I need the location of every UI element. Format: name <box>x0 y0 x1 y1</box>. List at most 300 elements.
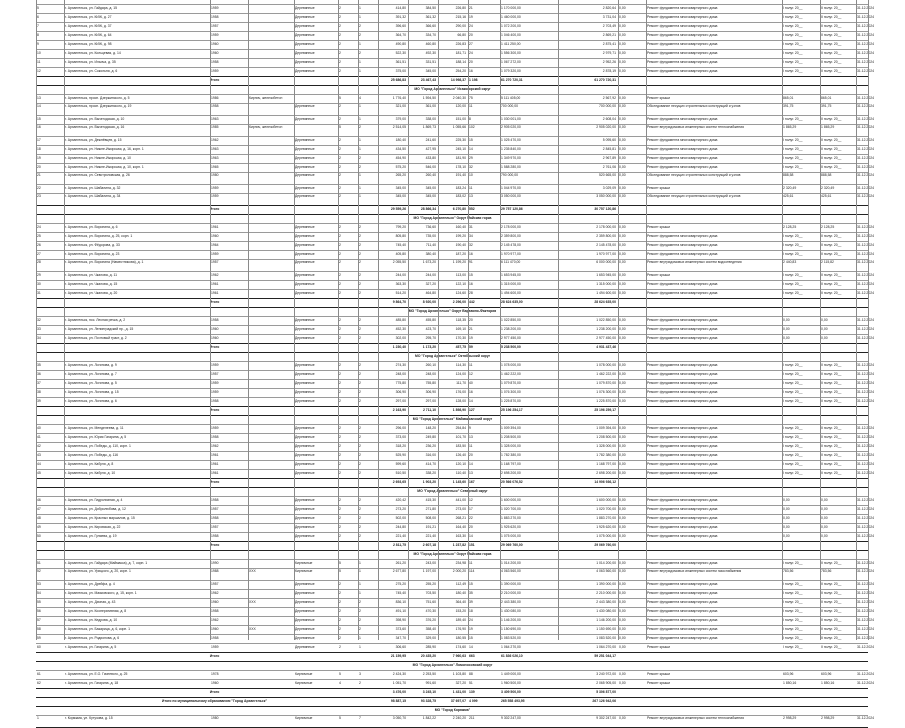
cell-date-start: I полуг. 20__ <box>783 234 803 238</box>
cell-address: Итого <box>209 78 220 82</box>
cell-cost-per-m2: 2 065 905,00 <box>596 681 616 685</box>
cell-entrances: 1 <box>359 117 361 121</box>
table-row <box>36 163 874 172</box>
cell-address: г. Архангельск, ул. Логинова, д. 5 <box>65 381 117 385</box>
cell-area-living: 2 607,18 <box>422 543 436 547</box>
cell-cost-per-m2: 61 270 720,31 <box>594 78 616 82</box>
cell-residents: 21 <box>469 327 473 331</box>
table-row <box>36 388 874 397</box>
cell-area-living: 327,20 <box>425 282 436 286</box>
cell-area-total: 510,50 <box>395 471 406 475</box>
cell-area-total: 25 686,83 <box>390 78 406 82</box>
cell-area-common: 124,60 <box>455 291 466 295</box>
cell-deadline: 31.12.2024 <box>857 600 874 604</box>
cell-area-common: 226,80 <box>455 6 466 10</box>
cell-date-start: I полуг. 20__ <box>783 291 803 295</box>
cell-material: Деревянные <box>295 147 315 151</box>
cell-date-start: I полуг. 20__ <box>783 42 803 46</box>
cell-year: 1958 <box>211 60 219 64</box>
cell-cost-per-m2: 1 009 394,00 <box>596 426 616 430</box>
cell-cost-per-m2: 3 240 972,00 <box>596 672 616 676</box>
cell-address: г. Архангельск, ул. Юрия Гагарина, д. 5 <box>65 435 127 439</box>
cell-date-start: I полуг. 20__ <box>783 636 803 640</box>
row-rule <box>36 250 868 251</box>
cell-cost: 1 556 300,00 <box>501 51 521 55</box>
table-row <box>36 4 874 13</box>
cell-material: Деревянные <box>295 165 315 169</box>
total-row <box>36 406 868 415</box>
cell-material: Деревянные <box>295 327 315 331</box>
cell-area-total: 273,20 <box>395 507 406 511</box>
row-rule <box>36 193 868 194</box>
cell-cost-per-m2: 1 600 000,00 <box>596 498 616 502</box>
cell-floors: 2 <box>339 69 341 73</box>
cell-deadline: 31.12.2024 <box>857 6 874 10</box>
cell-area-total: 318,20 <box>395 444 406 448</box>
table-row <box>36 715 874 727</box>
cell-year: 1958 <box>211 435 219 439</box>
cell-date-end: 2 998,29 <box>821 716 835 720</box>
row-rule <box>36 67 868 68</box>
cell-work: Ремонт фундамента многоквартирного дома <box>647 234 718 238</box>
cell-area-living: 345,00 <box>425 186 436 190</box>
cell-area-living: 338,00 <box>425 117 436 121</box>
cell-floors: 2 <box>339 381 341 385</box>
cell-floors: 2 <box>339 600 341 604</box>
cell-area-common: 215,16 <box>455 15 466 19</box>
cell-deadline: 31.12.2024 <box>857 609 874 613</box>
cell-subsidy: 0,00 <box>619 399 626 403</box>
cell-date-start: I полуг. 20__ <box>783 147 803 151</box>
cell-area-total: 434,50 <box>395 147 406 151</box>
cell-work: Ремонт фундамента многоквартирного дома <box>647 42 718 46</box>
cell-work: Ремонт фундамента многоквартирного дома <box>647 291 718 295</box>
cell-area-living: 334,70 <box>425 33 436 37</box>
cell-year: 1959 <box>211 252 219 256</box>
cell-floors: 2 <box>339 147 341 151</box>
cell-area-total: 398,90 <box>395 618 406 622</box>
cell-entrances: 2 <box>359 618 361 622</box>
cell-address: г. Архангельск, ул. Кабуля, д. 8 <box>65 462 114 466</box>
cell-deadline: 31.12.2024 <box>857 681 874 685</box>
cell-date-end: II полуг. 20__ <box>821 252 842 256</box>
cell-year: 1988 <box>211 569 219 573</box>
cell-address: г. Архангельск, ул. Шабалина, д. 34 <box>65 194 121 198</box>
cell-area-total: 1 051,70 <box>392 681 406 685</box>
cell-cost: 5 111 405,00 <box>501 96 521 100</box>
cell-date-end: 865,01 <box>821 96 832 100</box>
cell-deadline: 31.12.2024 <box>857 716 874 720</box>
cell-entrances: 2 <box>359 681 361 685</box>
cell-area-common: 327,20 <box>455 681 466 685</box>
cell-area-common: 254,20 <box>455 69 466 73</box>
cell-deadline: 31.12.2024 <box>857 42 874 46</box>
cell-no: 52 <box>37 569 41 573</box>
cell-entrances: 2 <box>359 507 361 511</box>
cell-type: ХХХ <box>249 627 256 631</box>
cell-no: 27 <box>37 252 41 256</box>
cell-area-common: 441,00 <box>455 498 466 502</box>
cell-material: Деревянные <box>295 51 315 55</box>
cell-subsidy: 0,00 <box>619 96 626 100</box>
cell-address: г. Коряжма, ул. Кутузова, д. 15 <box>65 716 113 720</box>
cell-work: Ремонт фундамента многоквартирного дома <box>647 444 718 448</box>
cell-date-end: II полуг. 20__ <box>821 609 842 613</box>
cell-area-total: 2 424,30 <box>392 672 406 676</box>
cell-area-common: 225,30 <box>455 138 466 142</box>
cell-work: Ремонт фундамента многоквартирного дома <box>647 453 718 457</box>
cell-area-living: 991,60 <box>425 681 436 685</box>
cell-date-end: 0,00 <box>821 318 828 322</box>
cell-area-living: 376,20 <box>425 618 436 622</box>
cell-subsidy: 0,00 <box>619 6 626 10</box>
cell-material: Деревянные <box>295 156 315 160</box>
cell-residents: 14 <box>469 645 473 649</box>
cell-area-living: 1 842,22 <box>422 716 436 720</box>
cell-subsidy: 0,00 <box>619 194 626 198</box>
section-title: МО "Город Архангельск" Ломоносовский округ <box>412 663 493 667</box>
cell-entrances: 2 <box>359 336 361 340</box>
cell-no: 33 <box>37 327 41 331</box>
cell-address: г. Архангельск, ул. КИЖ, д. 27 <box>65 15 112 19</box>
cell-no: 6 <box>37 15 39 19</box>
cell-area-total: 1 230,40 <box>392 345 406 349</box>
cell-cost: 1 030 001,00 <box>501 117 521 121</box>
row-rule <box>36 31 868 32</box>
cell-residents: 10 <box>469 173 473 177</box>
cell-area-total: 745,40 <box>395 591 406 595</box>
cell-year: 1961 <box>211 471 219 475</box>
cell-floors: 2 <box>339 582 341 586</box>
section-header <box>36 214 868 223</box>
cell-address: г. Архангельск, ул. Кабуля, д. 10 <box>65 471 116 475</box>
cell-entrances: 1 <box>359 636 361 640</box>
cell-area-total: 373,60 <box>395 627 406 631</box>
cell-cost: 1 076 300,00 <box>501 390 521 394</box>
row-rule <box>36 280 868 281</box>
cell-entrances: 1 <box>359 645 361 649</box>
cell-year: 1960 <box>211 327 219 331</box>
cell-date-start: I полуг. 20__ <box>783 138 803 142</box>
total-row <box>36 298 868 307</box>
cell-residents: 14 <box>469 147 473 151</box>
cell-cost-per-m2: 2 820,64 <box>602 6 616 10</box>
cell-no: 30 <box>37 282 41 286</box>
cell-entrances: 2 <box>359 444 361 448</box>
cell-floors: 2 <box>339 516 341 520</box>
cell-floors: 2 <box>339 6 341 10</box>
cell-subsidy: 0,00 <box>619 372 626 376</box>
cell-floors: 5 <box>339 96 341 100</box>
cell-year: 1960 <box>211 336 219 340</box>
cell-area-total: 244,00 <box>395 273 406 277</box>
column-rule <box>618 0 619 640</box>
table-row <box>36 460 874 469</box>
cell-work: Ремонт фундамента многоквартирного дома <box>647 534 718 538</box>
cell-cost-per-m2: 14 906 936,12 <box>594 480 616 484</box>
row-rule <box>36 661 868 662</box>
cell-entrances: 1 <box>359 569 361 573</box>
cell-area-total: 261,20 <box>395 561 406 565</box>
cell-entrances: 1 <box>359 591 361 595</box>
cell-no: 51 <box>37 561 41 565</box>
cell-address: г. Архангельск, ул. Логинова, д. 6 <box>65 399 117 403</box>
cell-material: Деревянные <box>295 252 315 256</box>
cell-year: 1962 <box>211 444 219 448</box>
cell-entrances: 2 <box>359 627 361 631</box>
cell-floors: 2 <box>339 173 341 177</box>
cell-deadline: 31.12.2024 <box>857 69 874 73</box>
cell-subsidy: 0,00 <box>619 138 626 142</box>
cell-date-end: II полуг. 20__ <box>821 453 842 457</box>
cell-date-end: 1 865,29 <box>821 125 835 129</box>
cell-deadline: 31.12.2024 <box>857 534 874 538</box>
cell-cost-per-m2: 2 845,81 <box>602 147 616 151</box>
table-row <box>36 361 874 370</box>
cell-subsidy: 0,00 <box>619 381 626 385</box>
cell-year: 1965 <box>211 165 219 169</box>
cell-deadline: 31.12.2024 <box>857 390 874 394</box>
cell-residents: 14 <box>469 534 473 538</box>
cell-material: Кирпичные <box>295 569 313 573</box>
cell-address: г. Архангельск, ул. Нижне-Ижорская, д. 10, корп. 1 <box>65 165 144 169</box>
cell-area-living: 345,00 <box>425 194 436 198</box>
cell-date-start: 391,75 <box>783 104 794 108</box>
cell-deadline: 31.12.2024 <box>857 186 874 190</box>
cell-year: 1960 <box>211 42 219 46</box>
cell-residents: 24 <box>469 51 473 55</box>
cell-area-common: 1 145,60 <box>452 480 466 484</box>
total-row <box>36 343 868 352</box>
table-row <box>36 67 874 76</box>
cell-date-end: II полуг. 20__ <box>821 627 842 631</box>
row-rule <box>36 469 868 470</box>
cell-cost: 700 000,00 <box>501 104 518 108</box>
cell-year: 1986 <box>211 96 219 100</box>
cell-cost: 2 210 000,00 <box>501 591 521 595</box>
cell-cost: 29 757 120,86 <box>501 207 523 211</box>
cell-year: 1959 <box>211 186 219 190</box>
cell-area-common: 183,50 <box>455 444 466 448</box>
cell-residents: 12 <box>469 498 473 502</box>
cell-cost-per-m2: 2 905 020,00 <box>596 125 616 129</box>
section-header <box>36 415 868 424</box>
column-rule <box>358 0 359 640</box>
cell-no: 42 <box>37 444 41 448</box>
cell-material: Деревянные <box>295 282 315 286</box>
cell-deadline: 31.12.2024 <box>857 318 874 322</box>
row-rule <box>36 388 868 389</box>
cell-area-living: 2 711,10 <box>422 408 436 412</box>
cell-no: 59 <box>37 636 41 640</box>
cell-deadline: 31.12.2024 <box>857 582 874 586</box>
cell-work: Обследование несущих строительных конструкций и узлов <box>647 194 741 198</box>
cell-residents: 59 <box>469 345 473 349</box>
cell-date-start: I полуг. 20__ <box>783 462 803 466</box>
cell-date-start: I полуг. 20__ <box>783 627 803 631</box>
row-rule <box>36 298 868 299</box>
cell-cost: 1 009 394,00 <box>501 426 521 430</box>
cell-cost: 2 359 800,00 <box>501 234 521 238</box>
cell-area-common: 160,40 <box>455 225 466 229</box>
cell-area-common: 1 431,00 <box>452 690 466 694</box>
cell-deadline: 31.12.2024 <box>857 435 874 439</box>
cell-area-common: 164,40 <box>455 525 466 529</box>
cell-cost-per-m2: 1 078 000,00 <box>596 363 616 367</box>
cell-area-living: 358,40 <box>425 627 436 631</box>
table-row <box>36 31 874 40</box>
cell-area-total: 275,20 <box>395 582 406 586</box>
cell-area-total: 21 159,95 <box>390 654 406 658</box>
cell-cost-per-m2: 267 126 942,06 <box>592 699 616 703</box>
cell-residents: 13 <box>469 435 473 439</box>
cell-floors: 2 <box>339 591 341 595</box>
cell-cost: 1 460 000,00 <box>501 15 521 19</box>
column-rule <box>856 0 857 640</box>
row-rule <box>36 316 868 317</box>
cell-year: 1978 <box>211 672 219 676</box>
cell-subsidy: 0,00 <box>619 716 626 720</box>
cell-entrances: 2 <box>359 260 361 264</box>
row-rule <box>36 154 868 155</box>
cell-cost: 25 196 254,17 <box>501 408 523 412</box>
row-rule <box>36 706 868 707</box>
cell-area-common: 170,30 <box>455 336 466 340</box>
cell-date-end: II полуг. 20__ <box>821 471 842 475</box>
cell-deadline: 31.12.2024 <box>857 252 874 256</box>
cell-work: Ремонт фундамента многоквартирного дома <box>647 15 718 19</box>
cell-cost: 1 044 970,00 <box>501 186 521 190</box>
cell-area-total: 347,70 <box>395 636 406 640</box>
cell-residents: 16 <box>469 390 473 394</box>
cell-subsidy: 0,00 <box>619 318 626 322</box>
cell-subsidy: 0,00 <box>619 186 626 190</box>
row-rule <box>36 625 868 626</box>
cell-deadline: 31.12.2024 <box>857 426 874 430</box>
cell-date-end: II полуг. 20__ <box>821 462 842 466</box>
table-row <box>36 532 874 541</box>
cell-work: Ремонт фундамента многоквартирного дома <box>647 243 718 247</box>
cell-date-start: I полуг. 20__ <box>783 60 803 64</box>
cell-work: Ремонт фундамента многоквартирного дома <box>647 117 718 121</box>
cell-no: 19 <box>37 156 41 160</box>
cell-deadline: 31.12.2024 <box>857 399 874 403</box>
table-row <box>36 334 874 343</box>
cell-no: 28 <box>37 260 41 264</box>
cell-entrances: 2 <box>359 318 361 322</box>
cell-no: 17 <box>37 138 41 142</box>
cell-no: 15 <box>37 117 41 121</box>
cell-area-living: 361,32 <box>425 15 436 19</box>
cell-residents: 102 <box>469 125 475 129</box>
cell-cost-per-m2: 1 430 080,00 <box>596 609 616 613</box>
row-rule <box>36 271 868 272</box>
cell-floors: 2 <box>339 498 341 502</box>
table-row <box>36 589 874 598</box>
total-row <box>36 652 868 661</box>
cell-no: 21 <box>37 173 41 177</box>
cell-cost: 1 168 797,00 <box>501 462 521 466</box>
cell-date-end: 603,96 <box>821 672 832 676</box>
cell-subsidy: 0,00 <box>619 234 626 238</box>
cell-material: Деревянные <box>295 381 315 385</box>
row-rule <box>36 184 868 185</box>
cell-deadline: 31.12.2024 <box>857 645 874 649</box>
cell-residents: 11 <box>469 444 473 448</box>
cell-area-living: 711,40 <box>425 243 436 247</box>
cell-material: Деревянные <box>295 582 315 586</box>
cell-address: г. Архангельск, ул. Красных маршалов, д. 15 <box>65 516 135 520</box>
cell-residents: 15 <box>469 582 473 586</box>
cell-address: г. Архангельск, ул. Е.О. Гачневого, д. 25 <box>65 672 128 676</box>
row-rule <box>36 85 868 86</box>
cell-date-start: I полуг. 20__ <box>783 156 803 160</box>
cell-cost-per-m2: 1 146 200,00 <box>596 618 616 622</box>
column-rule <box>646 0 647 640</box>
row-rule <box>36 634 868 635</box>
cell-address: г. Архангельск, ул. Воронина, д. 23 <box>65 252 120 256</box>
cell-date-start: I полуг. 20__ <box>783 600 803 604</box>
cell-area-common: 234,98 <box>455 561 466 565</box>
column-rule <box>408 0 409 640</box>
cell-address: Итого <box>209 543 220 547</box>
cell-cost-per-m2: 1 022 850,00 <box>596 318 616 322</box>
cell-area-living: 508,00 <box>425 516 436 520</box>
cell-date-end: 0,00 <box>821 525 828 529</box>
cell-subsidy: 0,00 <box>619 390 626 394</box>
cell-floors: 2 <box>339 186 341 190</box>
row-rule <box>36 334 868 335</box>
cell-cost-per-m2: 1 225 870,00 <box>596 399 616 403</box>
row-rule <box>36 616 868 617</box>
cell-address: г. Архангельск, ул. Гидролизная, д. 4 <box>65 498 123 502</box>
cell-area-common: 174,60 <box>455 645 466 649</box>
cell-cost: 9 302 247,00 <box>501 716 521 720</box>
cell-cost-per-m2: 1 328 000,00 <box>596 444 616 448</box>
cell-no: 1 <box>37 716 39 720</box>
cell-floors: 4 <box>339 681 341 685</box>
cell-area-common: 66,80 <box>457 33 466 37</box>
cell-area-living: 295,70 <box>425 336 436 340</box>
cell-work: Ремонт внутридомовых инженерных систем теплоснабжения <box>647 716 744 720</box>
cell-area-common: 226,83 <box>455 42 466 46</box>
cell-address: г. Архангельск, ул. Добролюбова, д. 12 <box>65 507 126 511</box>
cell-floors: 2 <box>339 165 341 169</box>
cell-year: 1961 <box>211 225 219 229</box>
cell-area-total: 745,40 <box>395 243 406 247</box>
cell-floors: 2 <box>339 336 341 340</box>
cell-cost-per-m2: 29 069 760,00 <box>594 543 616 547</box>
document-table <box>36 0 874 720</box>
cell-cost: 1 064 270,00 <box>501 645 521 649</box>
column-rule <box>438 0 439 640</box>
cell-floors: 2 <box>339 60 341 64</box>
cell-area-total: 244,80 <box>395 525 406 529</box>
cell-cost-per-m2: 1 075 000,00 <box>596 534 616 538</box>
row-rule <box>36 214 868 215</box>
cell-date-end: II полуг. 20__ <box>821 69 842 73</box>
cell-subsidy: 0,00 <box>619 582 626 586</box>
cell-floors: 2 <box>339 327 341 331</box>
section-title: МО "Город Архангельск" Округ Майская горка <box>413 552 492 556</box>
cell-no: 48 <box>37 516 41 520</box>
cell-address: г. Архангельск, ул. Гагарина, д. 5 <box>65 645 117 649</box>
cell-date-start: 0,00 <box>783 516 790 520</box>
cell-floors: 2 <box>339 282 341 286</box>
cell-cost: 1 067 272,00 <box>501 60 521 64</box>
cell-subsidy: 0,00 <box>619 507 626 511</box>
cell-material: Деревянные <box>295 363 315 367</box>
